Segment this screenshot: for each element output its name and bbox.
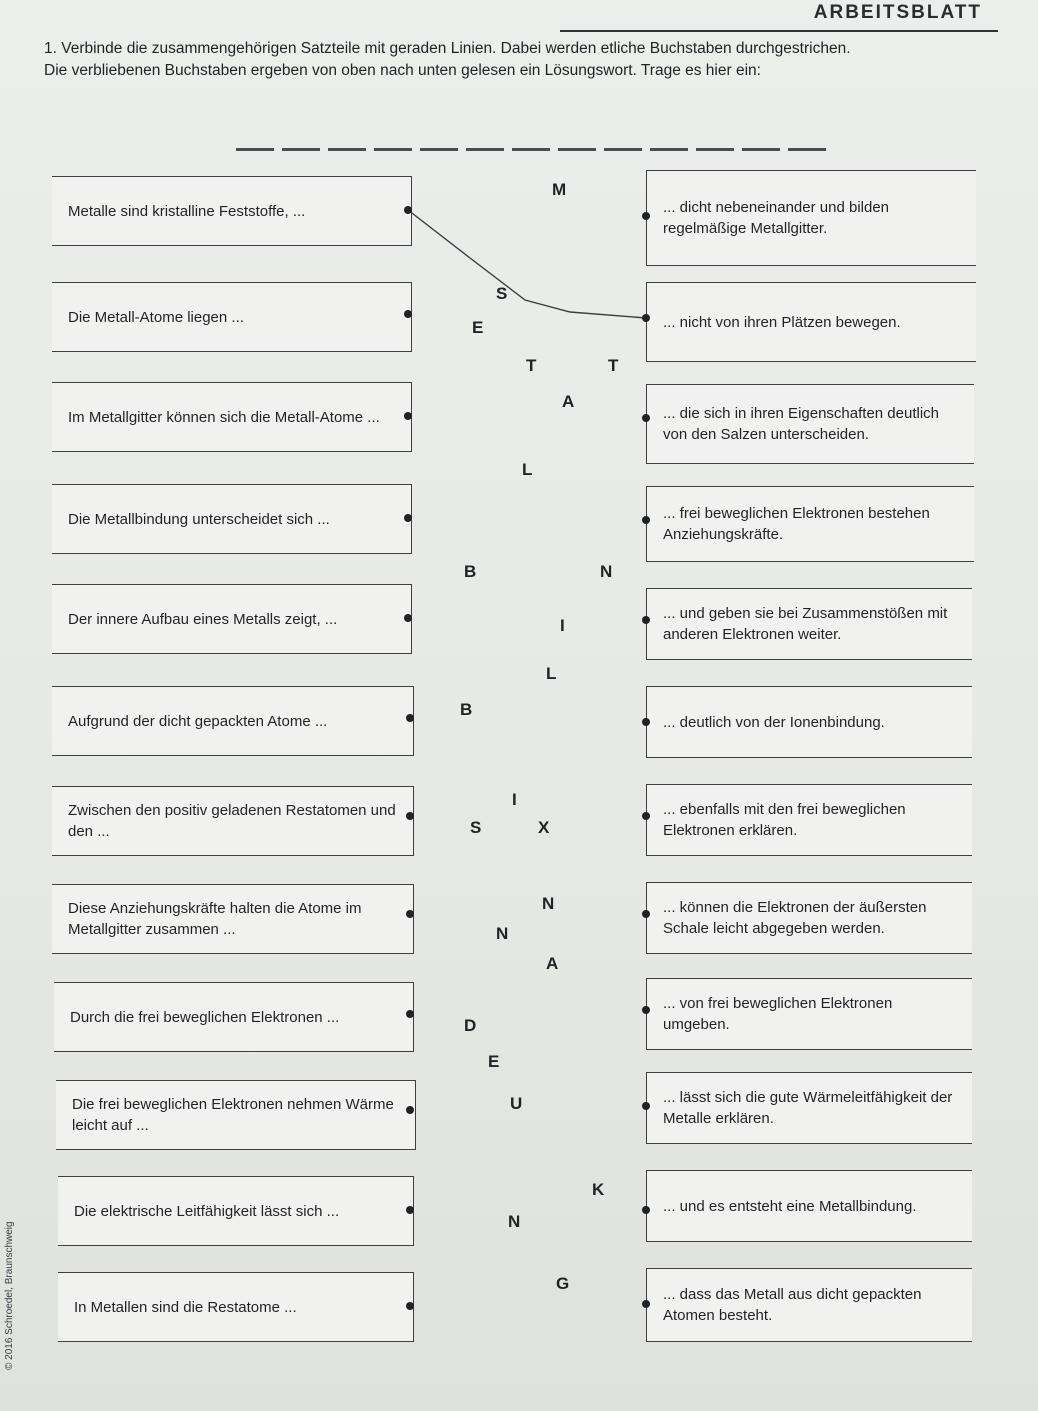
left-fragment-7[interactable]: Zwischen den positiv geladenen Restatomen und den ... (52, 786, 414, 856)
left-fragment-5[interactable]: Der innere Aufbau eines Metalls zeigt, ... (52, 584, 412, 654)
letter-12: B (460, 700, 473, 719)
letter-9: N (600, 562, 613, 581)
left-dot-4[interactable] (404, 514, 412, 522)
left-dot-1[interactable] (404, 206, 412, 214)
letter-7: L (522, 460, 533, 479)
letter-8: B (464, 562, 477, 581)
right-fragment-1[interactable]: ... dicht nebeneinander und bilden regelmäßige Metallgitter. (646, 170, 976, 266)
letter-4: T (526, 356, 537, 375)
left-fragment-4[interactable]: Die Metallbindung unterscheidet sich ... (52, 484, 412, 554)
letter-5: T (608, 356, 619, 375)
left-fragment-9[interactable]: Durch die frei beweglichen Elektronen ... (54, 982, 414, 1052)
left-dot-6[interactable] (406, 714, 414, 722)
right-dot-10[interactable] (642, 1102, 650, 1110)
letter-3: E (472, 318, 484, 337)
letter-1: M (552, 180, 567, 199)
right-dot-3[interactable] (642, 414, 650, 422)
right-fragment-10[interactable]: ... lässt sich die gute Wärmeleitfähigkeit der Metalle erklären. (646, 1072, 972, 1144)
copyright-note: © 2016 Schroedel, Braunschweig (4, 1221, 15, 1370)
left-dot-10[interactable] (406, 1106, 414, 1114)
letter-14: S (470, 818, 482, 837)
right-fragment-11[interactable]: ... und es entsteht eine Metallbindung. (646, 1170, 972, 1242)
letter-23: N (508, 1212, 521, 1231)
letter-18: A (546, 954, 559, 973)
left-dot-9[interactable] (406, 1010, 414, 1018)
letter-20: E (488, 1052, 500, 1071)
letter-17: N (496, 924, 509, 943)
letter-16: N (542, 894, 555, 913)
task-line-1: 1. Verbinde die zusammengehörigen Satzteile mit geraden Linien. Dabei werden etliche Buchstaben durchgestrichen. (44, 40, 851, 57)
right-fragment-6[interactable]: ... deutlich von der Ionenbindung. (646, 686, 972, 758)
left-fragment-6[interactable]: Aufgrund der dicht gepackten Atome ... (52, 686, 414, 756)
letter-6: A (562, 392, 575, 411)
right-dot-4[interactable] (642, 516, 650, 524)
right-fragment-12[interactable]: ... dass das Metall aus dicht gepackten Atomen besteht. (646, 1268, 972, 1342)
right-fragment-4[interactable]: ... frei beweglichen Elektronen bestehen Anziehungskräfte. (646, 486, 974, 562)
right-dot-9[interactable] (642, 1006, 650, 1014)
letter-2: S (496, 284, 508, 303)
left-fragment-2[interactable]: Die Metall-Atome liegen ... (52, 282, 412, 352)
letter-22: K (592, 1180, 605, 1199)
right-fragment-8[interactable]: ... können die Elektronen der äußersten Schale leicht abgegeben werden. (646, 882, 972, 954)
left-fragment-3[interactable]: Im Metallgitter können sich die Metall-Atome ... (52, 382, 412, 452)
left-fragment-8[interactable]: Diese Anziehungskräfte halten die Atome im Metallgitter zusammen ... (52, 884, 414, 954)
letter-10: I (560, 616, 565, 635)
left-fragment-12[interactable]: In Metallen sind die Restatome ... (58, 1272, 414, 1342)
right-dot-12[interactable] (642, 1300, 650, 1308)
task-line-2: Die verbliebenen Buchstaben ergeben von oben nach unten gelesen ein Lösungswort. Trage es hier ein: (44, 62, 761, 79)
letter-21: U (510, 1094, 523, 1113)
letter-19: D (464, 1016, 477, 1035)
worksheet-header: ARBEITSBLATT (813, 2, 982, 23)
right-dot-5[interactable] (642, 616, 650, 624)
left-dot-5[interactable] (404, 614, 412, 622)
letter-11: L (546, 664, 557, 683)
left-dot-2[interactable] (404, 310, 412, 318)
right-dot-2[interactable] (642, 314, 650, 322)
letter-15: X (538, 818, 550, 837)
right-fragment-3[interactable]: ... die sich in ihren Eigenschaften deutlich von den Salzen unterscheiden. (646, 384, 974, 464)
left-fragment-11[interactable]: Die elektrische Leitfähigkeit lässt sich ... (58, 1176, 414, 1246)
right-fragment-7[interactable]: ... ebenfalls mit den frei beweglichen Elektronen erklären. (646, 784, 972, 856)
left-fragment-10[interactable]: Die frei beweglichen Elektronen nehmen Wärme leicht auf ... (56, 1080, 416, 1150)
letter-13: I (512, 790, 517, 809)
left-fragment-1[interactable]: Metalle sind kristalline Feststoffe, ... (52, 176, 412, 246)
right-fragment-2[interactable]: ... nicht von ihren Plätzen bewegen. (646, 282, 976, 362)
right-dot-7[interactable] (642, 812, 650, 820)
right-fragment-9[interactable]: ... von frei beweglichen Elektronen umgeben. (646, 978, 972, 1050)
letter-24: G (556, 1274, 570, 1293)
left-dot-7[interactable] (406, 812, 414, 820)
right-dot-6[interactable] (642, 718, 650, 726)
right-dot-11[interactable] (642, 1206, 650, 1214)
left-dot-11[interactable] (406, 1206, 414, 1214)
right-dot-1[interactable] (642, 212, 650, 220)
left-dot-3[interactable] (404, 412, 412, 420)
right-fragment-5[interactable]: ... und geben sie bei Zusammenstößen mit anderen Elektronen weiter. (646, 588, 972, 660)
left-dot-12[interactable] (406, 1302, 414, 1310)
left-dot-8[interactable] (406, 910, 414, 918)
right-dot-8[interactable] (642, 910, 650, 918)
